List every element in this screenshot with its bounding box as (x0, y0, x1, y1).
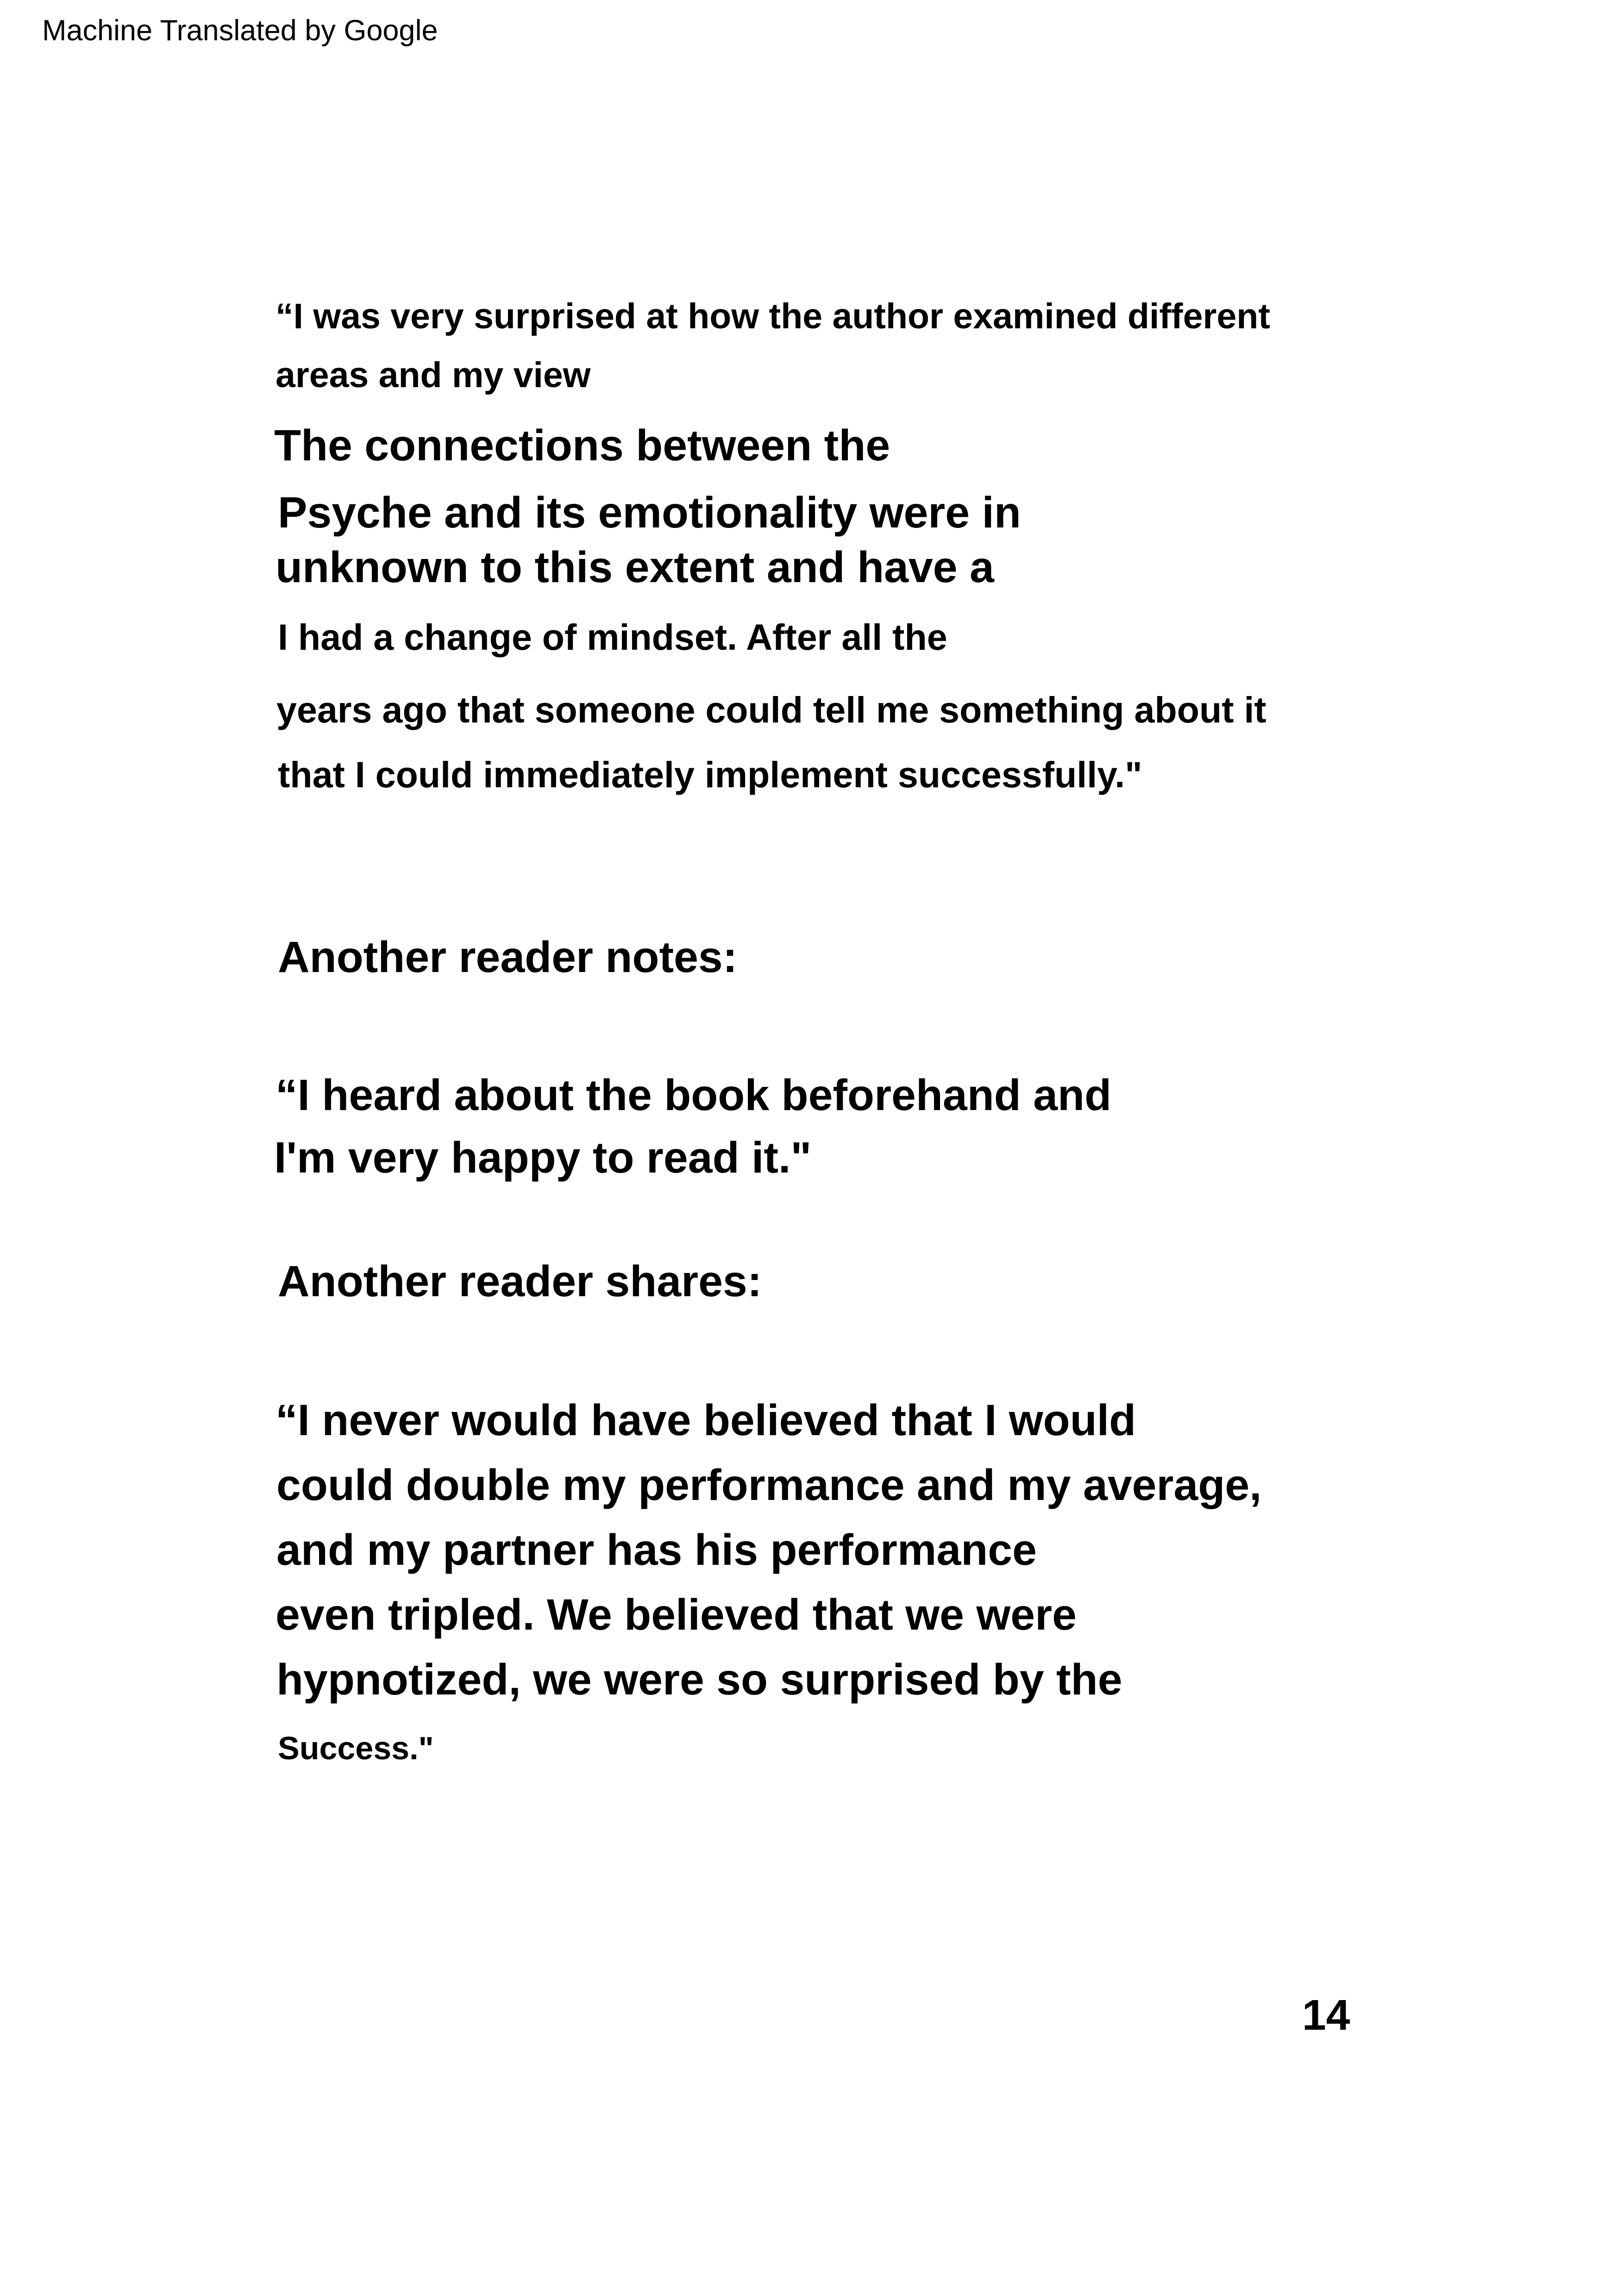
quote3-line: “I never would have believed that I would (276, 1396, 1136, 1445)
quote1-line: areas and my view (276, 355, 591, 395)
reader-intro-shares: Another reader shares: (278, 1257, 762, 1306)
machine-translation-notice: Machine Translated by Google (42, 14, 438, 47)
quote3-line: could double my performance and my average, (276, 1461, 1262, 1510)
quote1-line: Psyche and its emotionality were in (278, 488, 1021, 537)
quote1-line: years ago that someone could tell me something about it (276, 689, 1266, 730)
quote1-line: I had a change of mindset. After all the (278, 616, 947, 658)
quote2-line: “I heard about the book beforehand and (276, 1071, 1112, 1120)
page-number: 14 (1302, 1991, 1350, 2039)
quote1-line: The connections between the (274, 421, 890, 470)
quote3-line: hypnotized, we were so surprised by the (276, 1655, 1122, 1704)
quote1-line: that I could immediately implement successfully." (278, 754, 1142, 795)
quote3-line: Success." (278, 1730, 434, 1766)
quote1-line: unknown to this extent and have a (276, 543, 994, 592)
reader-intro-notes: Another reader notes: (278, 933, 738, 982)
quote2-line: I'm very happy to read it." (274, 1133, 812, 1182)
quote3-line: even tripled. We believed that we were (276, 1590, 1077, 1639)
quote3-line: and my partner has his performance (276, 1525, 1037, 1575)
quote1-line: “I was very surprised at how the author examined different (276, 296, 1270, 336)
